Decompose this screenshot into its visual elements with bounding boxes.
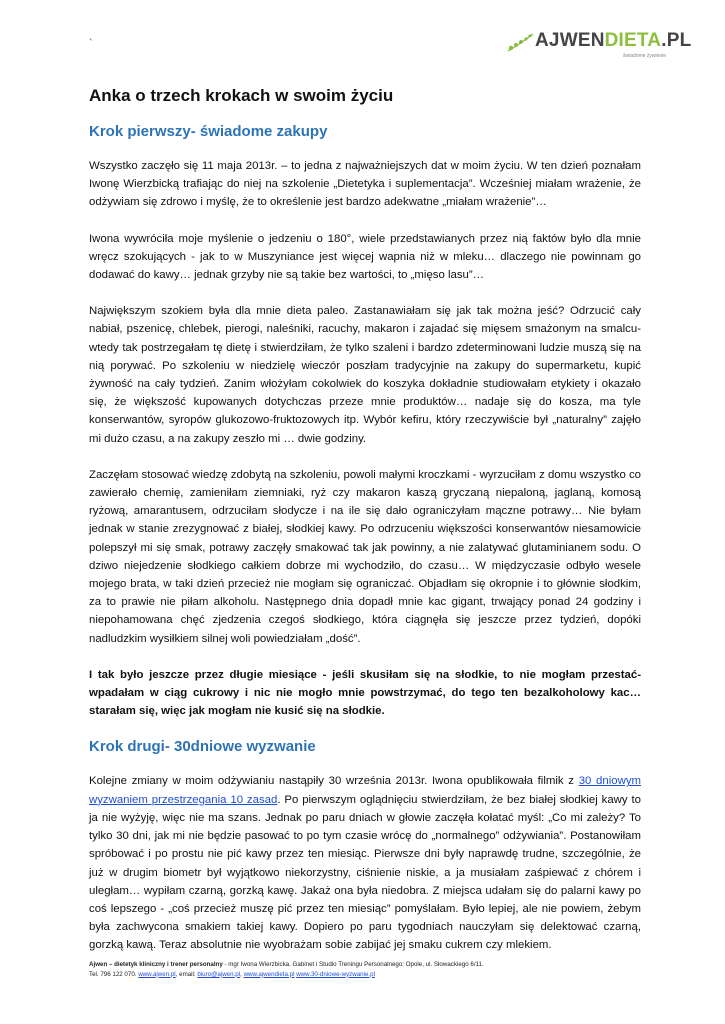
logo-tagline: świadome żywienie	[623, 53, 667, 59]
logo-part-dieta: DIETA	[604, 30, 662, 51]
paragraph-with-link	[89, 772, 641, 954]
footer-address: - mgr Iwona Wierzbicka. Gabinet i Studio Treningu Personalnego: Opole, ul. Słowackiego 6/11.	[222, 961, 484, 968]
page-footer	[89, 960, 649, 979]
section-heading-step-two: Krok drugi- 30dniowe wyzwanie	[89, 738, 316, 756]
paragraph: Wszystko zaczęło się 11 maja 2013r. – to jedna z najważniejszych dat w moim życiu. W ten dzień poznałam Iwonę Wierzbicką trafiając do niej na szkolenie „Dietetyka i suplementacja”. Wcześniej miałam wrażenie, że odżywiam się zdrowo i myślę, że to określenie jest bardzo adekwatne „miałam wrażenie”…	[89, 160, 641, 209]
logo-part-pl: .PL	[661, 30, 692, 51]
paragraph: Największym szokiem była dla mnie dieta paleo. Zastanawiałam się jak tak można jeść? Odrzucić cały nabiał, pszenicę, chlebek, pierogi, naleśniki, racuchy, makaron i zajadać się mięsem smażonym na smalcu- wtedy tak postrzegałam tę dietę i stwierdziłam, że tylko szaleni i bardzo zdeterminowani ludzie muszą się na nią porywać. Po szkoleniu w niedzielę wieczór poszłam tradycyjnie na zakupy do supermarketu, kupić żywność na cały tydzień. Zanim włożyłam cokolwiek do koszyka dokładnie studiowałam etykiety i okazało się, że większość kupowanych dotychczas przeze mnie produktów… nadaje się do kosza, ma tyle konserwantów, syropów glukozowo-fruktozowych itp. Wybór kefiru, który rzeczywiście był „naturalny” zajęło mi dużo czasu, a na zakupy zeszło mi … dwie godziny.	[89, 305, 641, 445]
footer-email-label: , email:	[175, 970, 198, 978]
bold-paragraph: I tak było jeszcze przez długie miesiące - jeśli skusiłam się na słodkie, to nie mogłam przestać- wpadałam w ciąg cukrowy i nic nie mogło mnie powstrzymać, do tego ten bezalkoholowy kac… starałam się, więc jak mogłam nie kusić się na słodkie.	[89, 668, 641, 718]
footer-phone: Tel. 796 122 070.	[89, 970, 139, 978]
logo-wordmark	[535, 30, 691, 52]
corner-mark: `	[89, 38, 93, 50]
footer-link-ajwen[interactable]: www.ajwen.pl	[138, 970, 176, 978]
paragraph-text: . Po pierwszym oglądnięciu stwierdziłam, że bez białej słodkiej kawy to ja nie wyżyję, więc nie ma szans. Jednak po paru dniach w głowie zaczęła kołatać myśl: „Co mi zależy? To tylko 30 dni, jak mi nie będzie pasować to po tym czasie wrócę do „normalnego” odżywiania”. Postanowiłam spróbować i po prostu nie pić kawy przez ten miesiąc. Pierwsze dni były naprawdę trudne, szczególnie, że już w drugim biometr był wyjątkowo niekorzystny, ciśnienie niskie, a ja musiałam zaśpiewać z chórem i uległam… wypiłam czarną, gorzką kawę. Jakaż ona była niedobra. Z miejsca udałam się do palarni kawy po coś lepszego - „coś przecież muszę pić przez ten miesiąc” pomyślałam. Było lepiej, ale nie powiem, żebym była zachwycona smakiem takiej kawy. Dopiero po paru tygodniach nauczyłam się delektować czarną, gorzką kawą. Teraz absolutnie nie wyobrażam sobie zabijać jej smaku cukrem czy mlekiem.	[89, 793, 641, 952]
logo-part-ajwen: AJWEN	[535, 30, 605, 51]
challenge-video-link[interactable]: 30 dniowym wyzwaniem przestrzegania 10 zasad	[89, 775, 641, 806]
section-heading-step-one: Krok pierwszy- świadome zakupy	[89, 123, 328, 140]
footer-company: Ajwen – dietetyk kliniczny i trener personalny	[89, 961, 223, 968]
paragraph-text: Kolejne zmiany w moim odżywianiu nastąpiły 30 września 2013r. Iwona opublikowała filmik z	[89, 775, 579, 788]
paragraph: Zaczęłam stosować wiedzę zdobytą na szkoleniu, powoli małymi kroczkami - wyrzuciłam z domu wszystko co zawierało chemię, zamieniłam ziemniaki, ryż czy makaron kaszą gryczaną niepaloną, jaglaną, komosą ryżową, amarantusem, odrzuciłam słodycze i na ile się dało ograniczyłam mączne potrawy… Nie byłam jednak w stanie zrezygnować z białej, słodkiej kawy. Po odrzuceniu większości konserwantów niesamowicie polepszył mi się smak, potrawy zaczęły smakować tak jak powinny, a nie zalatywać glutaminianem sodu. O dziwo niejedzenie słodkiego całkiem dobrze mi wychodziło, do czasu… W międzyczasie odbyło wesele mojego brata, w taki dzień przecież nie mogłam się ograniczać. Objadłam się okropnie i to głównie słodkim, za to prawie nie piłam alkoholu. Następnego dnia dopadł mnie kac gigant, trwający ponad 24 godziny i niepohamowana chęć zjedzenia czegoś słodkiego, która ciągnęła się jeszcze przez tydzień, dopóki nadludzkim wysiłkiem silnej woli powiedziałam „dość”.	[89, 468, 641, 645]
footer-link-ajwendieta[interactable]: www.ajwendieta.pl	[243, 970, 295, 978]
ajwendieta-logo[interactable]	[505, 26, 695, 66]
footer-email-link[interactable]: biuro@ajwen.pl	[197, 970, 241, 978]
page-title: Anka o trzech krokach w swoim życiu	[89, 86, 394, 105]
paragraph: Iwona wywróciła moje myślenie o jedzeniu o 180°, wiele przedstawianych przez nią faktów było dla mnie wręcz szokujących - jak to w Muszyniance jest więcej wapnia niż w mleku… dlaczego nie powinnam go dodawać do kawy… jednak grzyby nie są takie bez wartości, to „mięso lasu”…	[89, 232, 641, 282]
footer-separator: ,	[240, 970, 244, 978]
footer-line-1	[89, 960, 649, 970]
footer-line-2	[89, 970, 649, 980]
footer-link-30-dniowe[interactable]: www.30-dniowe-wyzwanie.pl	[296, 970, 375, 978]
article-body	[89, 86, 641, 973]
